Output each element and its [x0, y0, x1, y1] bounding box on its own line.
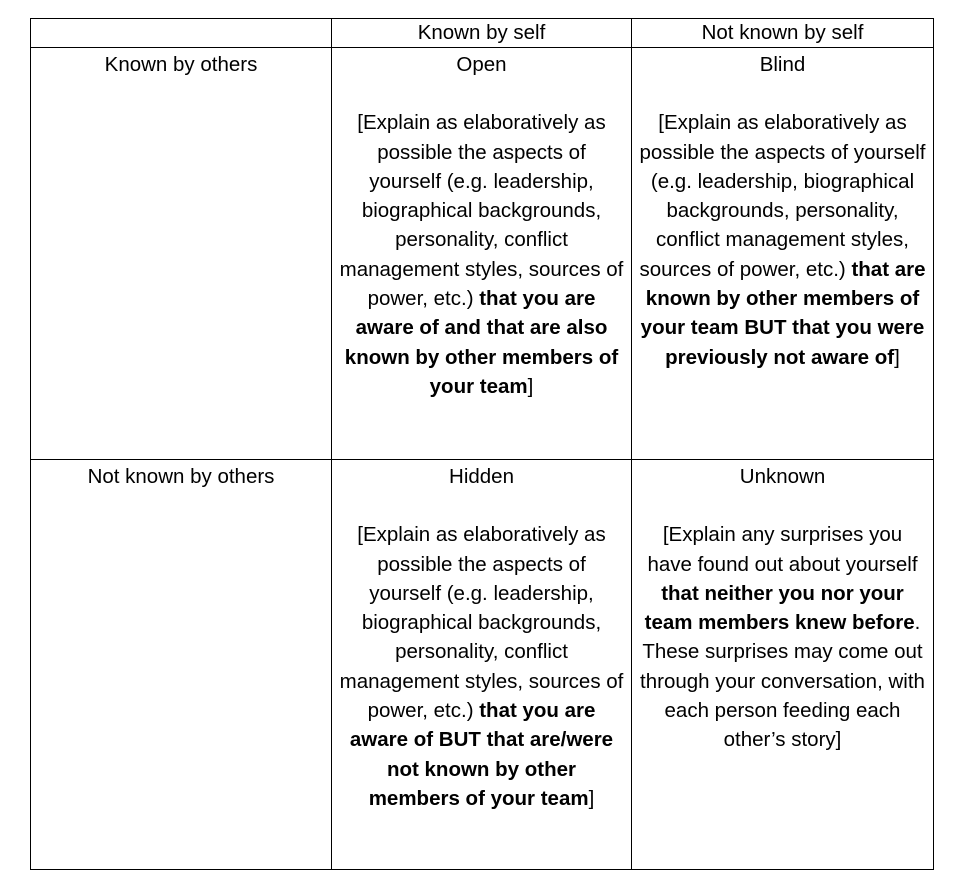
- corner-cell: [31, 19, 332, 48]
- cell-spacer: [639, 79, 926, 108]
- header-row: [31, 19, 934, 48]
- header-not-known-by-self: Not known by self: [632, 19, 934, 48]
- cell-title-hidden: Hidden: [449, 465, 514, 488]
- cell-unknown: [632, 460, 934, 870]
- cell-text-blind-bold: that are known by other members of your team BUT that you were previously not aware of: [640, 257, 926, 369]
- row-label-known-by-others: Known by others: [31, 48, 332, 460]
- cell-text-hidden-end: ]: [588, 786, 595, 810]
- cell-text-hidden-bold: that you are aware of BUT that are/were not known by other members of your team: [349, 699, 614, 810]
- cell-text-unknown-plain: [Explain any surprises you have found out about yourself: [647, 523, 918, 576]
- cell-spacer: [639, 491, 926, 520]
- row-not-known-by-others: [31, 460, 934, 870]
- row-known-by-others: [31, 48, 934, 460]
- row-label-not-known-by-others: Not known by others: [31, 460, 332, 870]
- cell-text-hidden-plain: [Explain as elaboratively as possible the aspects of yourself (e.g. leadership, biographical backgrounds, personality, conflict management styles, sources of power, etc.): [339, 523, 624, 723]
- cell-text-hidden: [339, 520, 624, 813]
- cell-text-blind-plain: [Explain as elaboratively as possible the aspects of yourself (e.g. leadership, biographical backgrounds, personality, conflict management styles, sources of power, etc.): [639, 111, 926, 281]
- cell-text-open-end: ]: [527, 374, 534, 398]
- cell-open: [332, 48, 632, 460]
- cell-hidden: [332, 460, 632, 870]
- cell-text-open: [339, 108, 624, 401]
- cell-text-blind-end: ]: [894, 345, 900, 369]
- johari-window-table: [30, 18, 934, 870]
- cell-text-blind: [639, 108, 926, 372]
- cell-title-unknown: Unknown: [739, 465, 826, 488]
- cell-spacer: [339, 79, 624, 108]
- cell-text-open-plain: [Explain as elaboratively as possible the aspects of yourself (e.g. leadership, biographical backgrounds, personality, conflict management styles, sources of power, etc.): [339, 111, 624, 311]
- cell-title-blind: Blind: [759, 53, 806, 76]
- cell-text-unknown: [639, 520, 926, 754]
- cell-text-unknown-end: . These surprises may come out through your conversation, with each person feeding each other’s story]: [640, 611, 925, 752]
- cell-text-open-bold: that you are aware of and that are also known by other members of your team: [344, 287, 619, 398]
- header-known-by-self: Known by self: [332, 19, 632, 48]
- cell-spacer: [339, 491, 624, 520]
- cell-blind: [632, 48, 934, 460]
- cell-text-unknown-bold: that neither you nor your team members knew before: [644, 581, 915, 635]
- cell-title-open: Open: [456, 53, 507, 76]
